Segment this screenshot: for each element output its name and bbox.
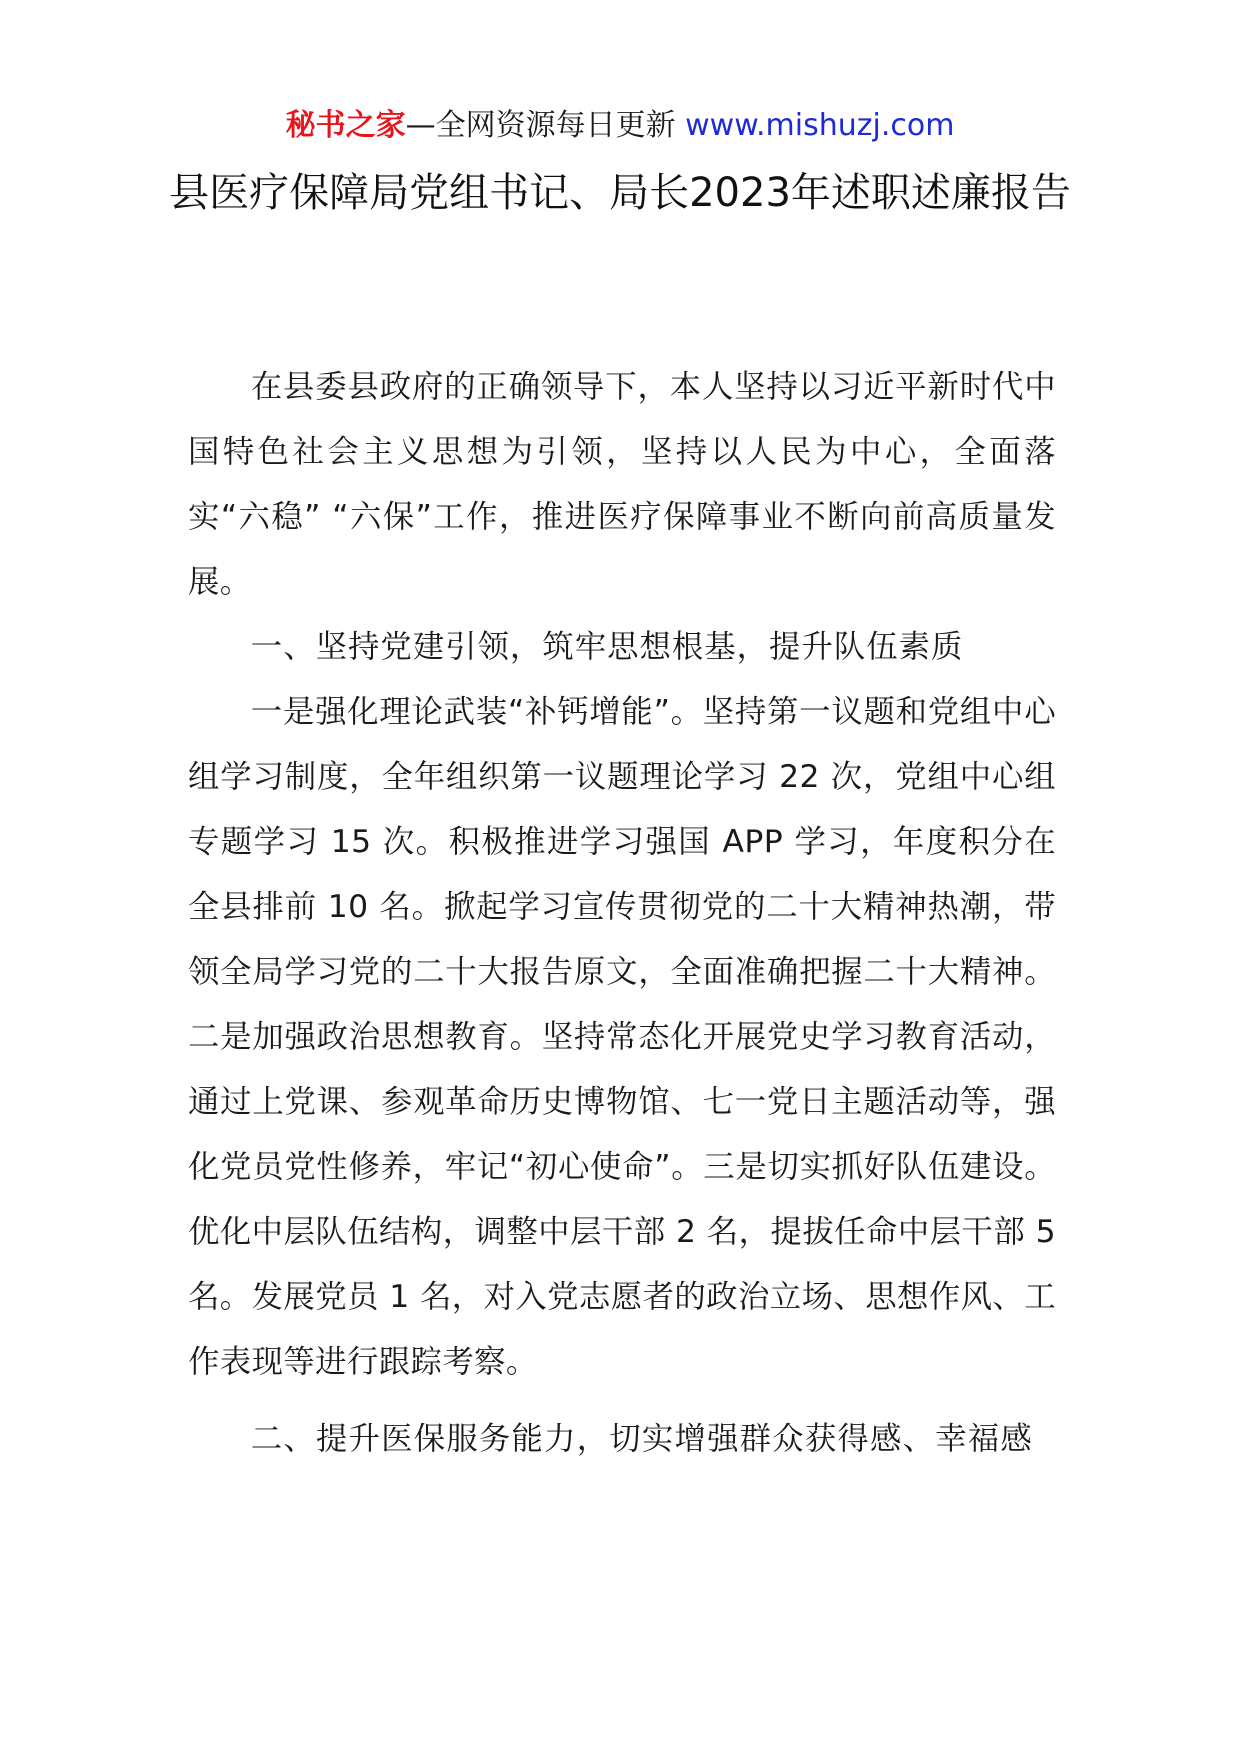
document-body: [188, 355, 1056, 1472]
section-heading-2: 二、提升医保服务能力，切实增强群众获得感、幸福感: [250, 1421, 1033, 1457]
brand-name: 秘书之家: [285, 108, 406, 143]
document-title: 县医疗保障局党组书记、局长2023年述职述廉报告: [169, 170, 1071, 216]
site-tagline: —全网资源每日更新: [405, 108, 686, 143]
section-body-1: 一是强化理论武装“补钙增能”。坚持第一议题和党组中心组学习制度，全年组织第一议题理论学习 22 次，党组中心组专题学习 15 次。积极推进学习强国 APP 学习，年度积分在全县排前 10 名。掀起学习宣传贯彻党的二十大精神热潮，带领全局学习党的二十大报告原文，全面准确把握二十大精神。二是加强政治思想教育。坚持常态化开展党史学习教育活动，通过上党课、参观革命历史博物馆、七一党日主题活动等，强化党员党性修养，牢记“初心使命”。三是切实抓好队伍建设。优化中层队伍结构，调整中层干部 2 名，提拔任命中层干部 5 名。发展党员 1 名，对入党志愿者的政治立场、思想作风、工作表现等进行跟踪考察。: [188, 694, 1056, 1380]
site-url-link[interactable]: www.mishuzj.com: [685, 108, 955, 143]
intro-paragraph: 在县委县政府的正确领导下，本人坚持以习近平新时代中国特色社会主义思想为引领，坚持以人民为中心，全面落实“六稳” “六保”工作，推进医疗保障事业不断向前高质量发展。: [188, 369, 1056, 600]
section-heading-1: 一、坚持党建引领，筑牢思想根基，提升队伍素质: [250, 629, 964, 665]
site-header: [0, 104, 1240, 148]
